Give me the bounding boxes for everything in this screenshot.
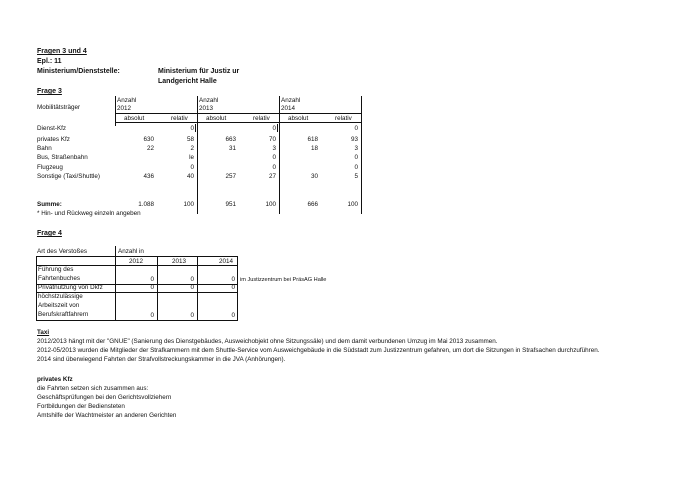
table-cell: 663 — [225, 136, 236, 143]
kfz-heading: privates Kfz — [37, 376, 73, 383]
frage4-heading: Frage 4 — [37, 230, 62, 237]
violation-header: Art des Verstoßes — [37, 248, 88, 255]
table-cell: 5 — [354, 173, 358, 180]
frage3-heading: Frage 3 — [37, 88, 62, 95]
ministry-label: Ministerium/Dienststelle: — [37, 68, 120, 75]
table-row-label: privates Kfz — [37, 136, 70, 143]
table-row-label: Bahn — [37, 145, 52, 152]
count-in-label: Anzahl in — [118, 248, 144, 255]
table-cell: 618 — [307, 136, 318, 143]
table-cell: 30 — [310, 173, 318, 180]
table-cell: 0 — [190, 276, 194, 283]
table-row-label: Sonstige (Taxi/Shuttle) — [37, 173, 100, 180]
kfz-note: die Fahrten setzen sich zusammen aus: — [37, 385, 149, 392]
table-cell: 0 — [231, 312, 235, 319]
table-cell: 22 — [146, 145, 154, 152]
table-cell: 0 — [354, 154, 358, 161]
kfz-note: Amtshilfe der Wachtmeister an anderen Gerichten — [37, 412, 177, 419]
table-cell: 0 — [150, 284, 154, 291]
taxi-note: 2012-05/2013 wurden die Mitglieder der Strafkammern mit dem Shuttle-Service vom Ausweichgebäude in die Südstadt zum Justizzentrum gefahren, um dort die Sitzungen in Strafsachen durchzuführen. — [37, 347, 600, 354]
table-cell: 436 — [143, 173, 154, 180]
subheader-relativ: relativ — [171, 115, 188, 122]
table-cell: 3 — [272, 145, 276, 152]
table-row-label: Bus, Straßenbahn — [37, 154, 88, 161]
kfz-note: Fortbildungen der Bediensteten — [37, 403, 125, 410]
count-label-2012: Anzahl — [117, 97, 137, 104]
table-cell: 257 — [225, 173, 236, 180]
count-label-2013: Anzahl — [199, 97, 219, 104]
table-cell: 0 — [190, 125, 194, 132]
side-note: im Justizzentrum bei PräsAG Halle — [240, 277, 327, 283]
subheader-absolut: absolut — [124, 115, 145, 122]
table-cell: 0 — [190, 164, 194, 171]
table-row-label: Fahrtenbuches — [38, 275, 81, 282]
subheader-absolut: absolut — [288, 115, 309, 122]
footnote: * Hin- und Rückweg einzeln angeben — [37, 210, 141, 217]
table-cell: 58 — [186, 136, 194, 143]
count-label-2014: Anzahl — [281, 97, 301, 104]
table-cell: 27 — [268, 173, 276, 180]
sum-cell: 951 — [225, 201, 236, 208]
table-cell: 0 — [150, 276, 154, 283]
table-row-label: Berufskraftfahrern — [38, 311, 89, 318]
table-row-label: Arbeitszeit von — [38, 302, 80, 309]
table-cell: 3 — [354, 145, 358, 152]
epl-label: Epl.: 11 — [37, 58, 62, 65]
taxi-note: 2012/2013 hängt mit der "GNUE" (Sanierung des Dienstgebäudes, Ausweichobjekt ohne Sitzungssäle) und dem damit verbundenen Umzug im Mai 2013 zusammen. — [37, 338, 498, 345]
year-2014: 2014 — [281, 105, 296, 112]
table-cell: 18 — [310, 145, 318, 152]
table-cell: 0 — [354, 125, 358, 132]
subheader-relativ: relativ — [335, 115, 352, 122]
table-cell: 31 — [228, 145, 236, 152]
mobility-header: Mobilitätsträger — [37, 104, 81, 111]
table-row-label: Dienst-Kfz — [37, 125, 67, 132]
table-cell: 70 — [268, 136, 276, 143]
kfz-note: Geschäftsprüfungen bei den Gerichtsvollziehern — [37, 394, 172, 401]
table-row-label: höchstzulässige — [38, 293, 83, 300]
table-cell: 93 — [350, 136, 358, 143]
table-cell: 630 — [143, 136, 154, 143]
table-cell: 0 — [272, 154, 276, 161]
subheader-relativ: relativ — [253, 115, 270, 122]
sum-cell: 100 — [183, 201, 194, 208]
year-2012: 2012 — [129, 258, 144, 265]
table-cell: 0 — [231, 276, 235, 283]
table-cell: 0 — [231, 284, 235, 291]
year-2014: 2014 — [219, 258, 234, 265]
year-2012: 2012 — [117, 105, 132, 112]
table-cell: 0 — [354, 164, 358, 171]
sum-cell: 1.088 — [138, 201, 154, 208]
sum-cell: 100 — [347, 201, 358, 208]
sum-cell: 100 — [265, 201, 276, 208]
page-title: Fragen 3 und 4 — [37, 48, 87, 55]
table-row-label: Führung des — [38, 266, 74, 273]
taxi-heading: Taxi — [37, 329, 50, 336]
year-2013: 2013 — [199, 105, 214, 112]
table-cell: 0 — [272, 164, 276, 171]
table-cell: le — [189, 154, 194, 161]
year-2013: 2013 — [172, 258, 187, 265]
table-row-label: Flugzeug — [37, 164, 63, 171]
court-value: Landgericht Halle — [158, 78, 217, 85]
table-cell: 40 — [186, 173, 194, 180]
table-cell: 0 — [190, 284, 194, 291]
table-cell: 2 — [190, 145, 194, 152]
taxi-note: 2014 sind überwiegend Fahrten der Strafvollstreckungskammer in die JVA (Anhörungen). — [37, 356, 286, 363]
table-cell: 0 — [150, 312, 154, 319]
table-row-label: Privatnutzung von Dkfz — [38, 284, 103, 291]
sum-cell: 666 — [307, 201, 318, 208]
subheader-absolut: absolut — [206, 115, 227, 122]
ministry-value: Ministerium für Justiz ur — [158, 68, 240, 75]
table-cell: 0 — [190, 312, 194, 319]
sum-label: Summe: — [37, 201, 62, 208]
table-cell: 0 — [272, 125, 276, 132]
